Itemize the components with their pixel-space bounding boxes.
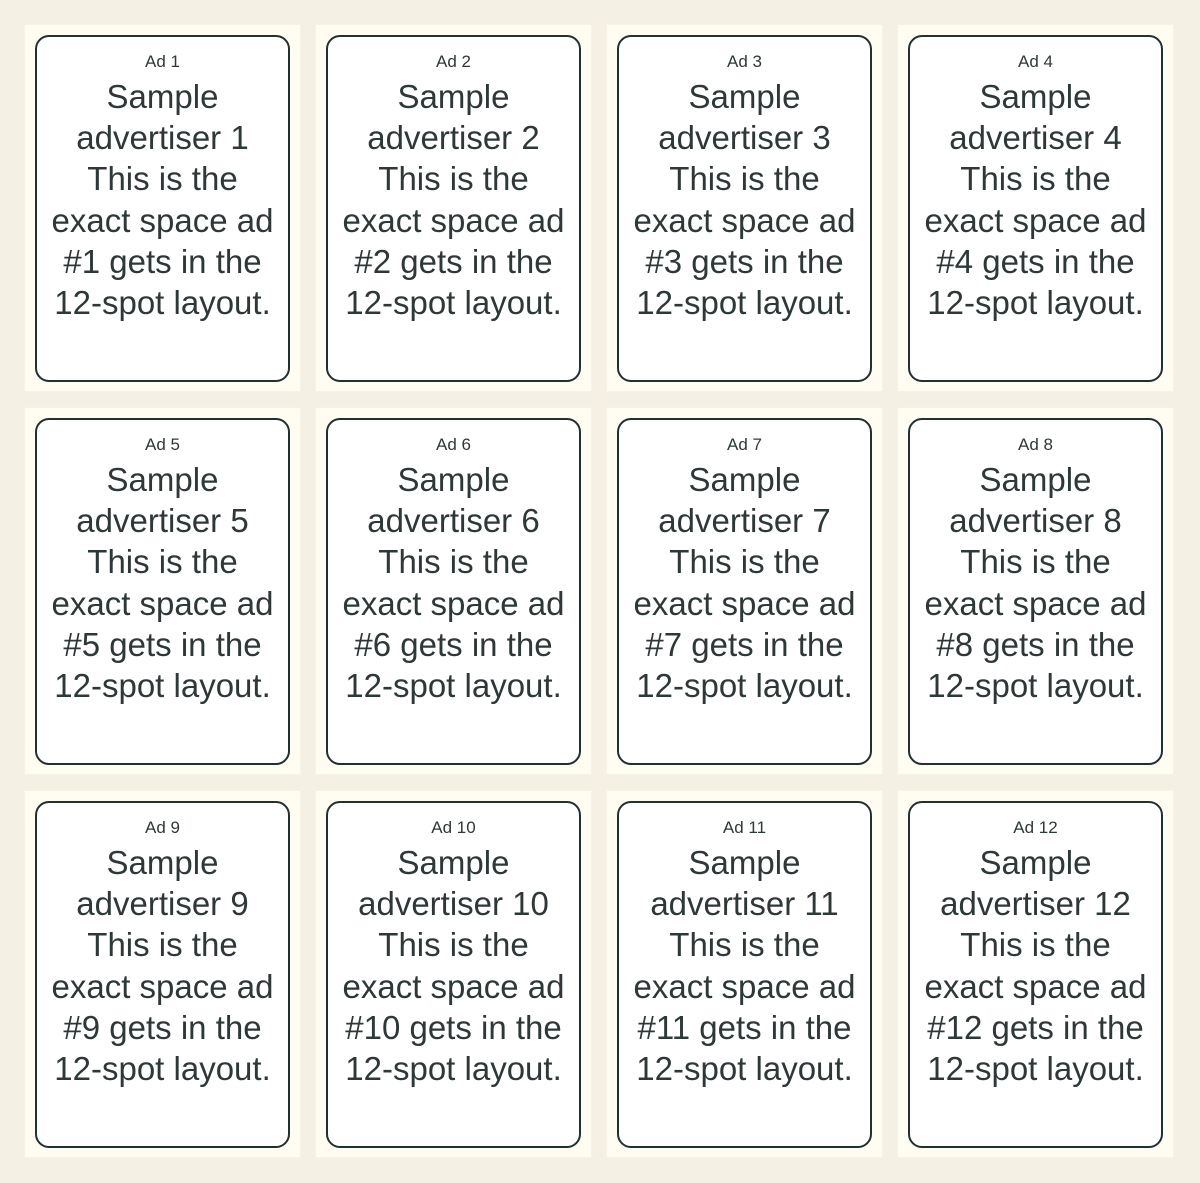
ad-text: This is the exact space ad #11 gets in the 12-spot layout. [633, 926, 856, 1088]
ad-label: Ad 4 [1018, 52, 1053, 71]
ad-label: Ad 3 [727, 52, 762, 71]
ad-card-3[interactable] [617, 35, 872, 382]
ad-body [45, 842, 280, 1089]
ad-slot [606, 407, 883, 775]
ad-text: This is the exact space ad #6 gets in the 12-spot layout. [342, 543, 565, 705]
ad-slot [315, 790, 592, 1158]
ad-text: This is the exact space ad #5 gets in the 12-spot layout. [51, 543, 274, 705]
ad-advertiser: Sample advertiser 3 [658, 78, 831, 157]
ad-body [627, 76, 862, 323]
ad-card-10[interactable] [326, 801, 581, 1148]
ad-card-6[interactable] [326, 418, 581, 765]
ad-slot [606, 790, 883, 1158]
ad-grid [24, 24, 1174, 1158]
ad-text: This is the exact space ad #12 gets in the 12-spot layout. [924, 926, 1147, 1088]
ad-label: Ad 10 [431, 818, 476, 837]
ad-body [336, 76, 571, 323]
ad-label: Ad 6 [436, 435, 471, 454]
ad-body [918, 76, 1153, 323]
ad-label: Ad 12 [1013, 818, 1058, 837]
ad-slot [897, 407, 1174, 775]
ad-card-12[interactable] [908, 801, 1163, 1148]
ad-card-2[interactable] [326, 35, 581, 382]
ad-slot [24, 407, 301, 775]
ad-slot [897, 24, 1174, 392]
ad-text: This is the exact space ad #3 gets in the 12-spot layout. [633, 160, 856, 322]
ad-text: This is the exact space ad #4 gets in the 12-spot layout. [924, 160, 1147, 322]
ad-advertiser: Sample advertiser 1 [76, 78, 249, 157]
ad-advertiser: Sample advertiser 5 [76, 461, 249, 540]
ad-card-9[interactable] [35, 801, 290, 1148]
ad-text: This is the exact space ad #8 gets in the 12-spot layout. [924, 543, 1147, 705]
ad-card-7[interactable] [617, 418, 872, 765]
ad-slot [606, 24, 883, 392]
ad-label: Ad 5 [145, 435, 180, 454]
ad-label: Ad 11 [722, 818, 767, 837]
ad-card-8[interactable] [908, 418, 1163, 765]
ad-advertiser: Sample advertiser 7 [658, 461, 831, 540]
ad-slot [897, 790, 1174, 1158]
ad-label: Ad 9 [145, 818, 180, 837]
ad-text: This is the exact space ad #9 gets in the 12-spot layout. [51, 926, 274, 1088]
ad-advertiser: Sample advertiser 4 [949, 78, 1122, 157]
ad-body [627, 842, 862, 1089]
ad-advertiser: Sample advertiser 12 [940, 844, 1131, 923]
ad-slot [315, 407, 592, 775]
ad-advertiser: Sample advertiser 10 [358, 844, 549, 923]
ad-advertiser: Sample advertiser 2 [367, 78, 540, 157]
ad-body [918, 459, 1153, 706]
ad-text: This is the exact space ad #7 gets in the 12-spot layout. [633, 543, 856, 705]
ad-text: This is the exact space ad #1 gets in the 12-spot layout. [51, 160, 274, 322]
ad-card-4[interactable] [908, 35, 1163, 382]
ad-body [45, 76, 280, 323]
ad-slot [24, 24, 301, 392]
ad-label: Ad 2 [436, 52, 471, 71]
ad-text: This is the exact space ad #10 gets in the 12-spot layout. [342, 926, 565, 1088]
ad-advertiser: Sample advertiser 9 [76, 844, 249, 923]
ad-label: Ad 7 [727, 435, 762, 454]
ad-card-1[interactable] [35, 35, 290, 382]
ad-card-11[interactable] [617, 801, 872, 1148]
ad-slot [24, 790, 301, 1158]
ad-card-5[interactable] [35, 418, 290, 765]
ad-slot [315, 24, 592, 392]
ad-advertiser: Sample advertiser 6 [367, 461, 540, 540]
ad-advertiser: Sample advertiser 8 [949, 461, 1122, 540]
ad-body [627, 459, 862, 706]
ad-body [918, 842, 1153, 1089]
ad-label: Ad 8 [1018, 435, 1053, 454]
ad-body [45, 459, 280, 706]
ad-advertiser: Sample advertiser 11 [650, 844, 839, 923]
ad-body [336, 459, 571, 706]
ad-text: This is the exact space ad #2 gets in the 12-spot layout. [342, 160, 565, 322]
ad-label: Ad 1 [145, 52, 180, 71]
ad-body [336, 842, 571, 1089]
